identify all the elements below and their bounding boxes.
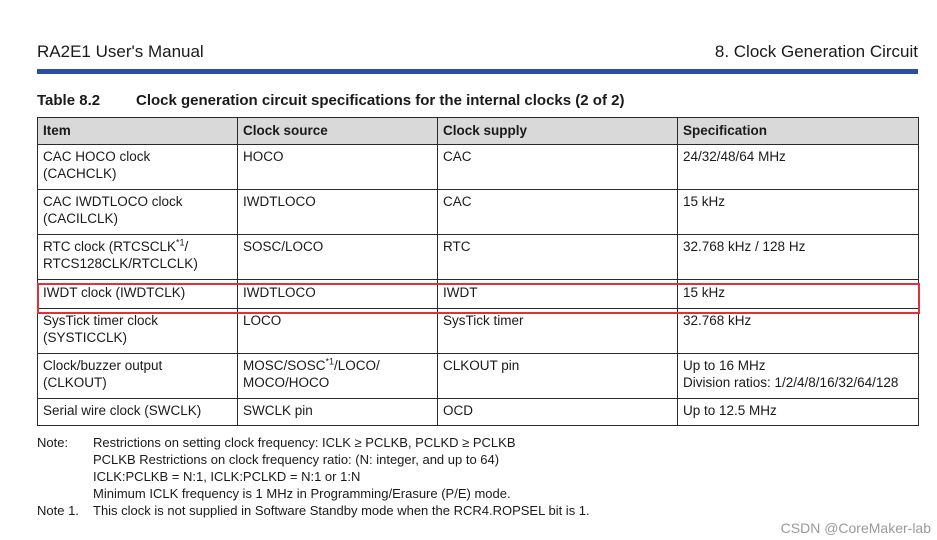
header-rule [37,69,918,74]
manual-title: RA2E1 User's Manual [37,42,204,61]
table-row [38,309,919,354]
cell-spec: Up to 12.5 MHz [678,399,919,426]
table-caption [37,92,624,109]
chapter-title: 8. Clock Generation Circuit [714,42,918,61]
cell-source: IWDTLOCO [238,190,438,235]
cell-spec: 15 kHz [678,190,919,235]
note1-label: Note 1. [37,503,79,518]
cell-source: SWCLK pin [238,399,438,426]
cell-item: SysTick timer clock (SYSTICCLK) [38,309,238,354]
cell-item: IWDT clock (IWDTCLK) [38,280,238,309]
table-number: Table 8.2 [37,92,101,109]
cell-source: MOSC/SOSC$^{*1}$/LOCO/ MOCO/HOCO [238,354,438,399]
cell-supply: IWDT [438,280,678,309]
note-line: Minimum ICLK frequency is 1 MHz in Programming/Erasure (P/E) mode. [93,486,511,501]
table-row-highlighted [38,280,919,309]
cell-item: Serial wire clock (SWCLK) [38,399,238,426]
note1-text: This clock is not supplied in Software Standby mode when the RCR4.ROPSEL bit is 1. [93,503,590,518]
note-line: PCLKB Restrictions on clock frequency ratio: (N: integer, and up to 64) [93,452,500,467]
cell-item: Clock/buzzer output (CLKOUT) [38,354,238,399]
table-row [38,235,919,280]
table-header-row [38,118,919,145]
col-header-spec: Specification [678,118,919,145]
cell-source: LOCO [238,309,438,354]
note-label: Note: [37,435,69,450]
cell-source: SOSC/LOCO [238,235,438,280]
cell-source: IWDTLOCO [238,280,438,309]
cell-item: RTC clock (RTCSCLK$^{*1}$/ RTCS128CLK/RTCLCLK) [38,235,238,280]
col-header-supply: Clock supply [438,118,678,145]
watermark: CSDN @CoreMaker-lab [780,520,931,536]
table-row [38,190,919,235]
note-line: ICLK:PCLKB = N:1, ICLK:PCLKD = N:1 or 1:N [93,469,361,484]
cell-source: HOCO [238,145,438,190]
cell-supply: CAC [438,190,678,235]
table-row [38,399,919,426]
cell-supply: SysTick timer [438,309,678,354]
cell-supply: CAC [438,145,678,190]
cell-item: CAC IWDTLOCO clock (CACILCLK) [38,190,238,235]
col-header-source: Clock source [238,118,438,145]
table-title: Clock generation circuit specifications for the internal clocks (2 of 2) [136,92,625,109]
cell-supply: OCD [438,399,678,426]
cell-item: CAC HOCO clock (CACHCLK) [38,145,238,190]
cell-supply: RTC [438,235,678,280]
footnote-ref: *1 [325,356,335,367]
table-row [38,354,919,399]
cell-spec: 24/32/48/64 MHz [678,145,919,190]
table-row [38,145,919,190]
cell-spec: 32.768 kHz / 128 Hz [678,235,919,280]
col-header-item: Item [38,118,238,145]
cell-spec: Up to 16 MHz Division ratios: 1/2/4/8/16/32/64/128 [678,354,919,399]
cell-spec: 15 kHz [678,280,919,309]
footnote-ref: *1 [176,237,185,248]
cell-supply: CLKOUT pin [438,354,678,399]
note-line: Restrictions on setting clock frequency: ICLK ≥ PCLKB, PCLKD ≥ PCLKB [93,435,516,450]
cell-spec: 32.768 kHz [678,309,919,354]
clock-spec-table [37,117,919,426]
table-notes [37,434,590,519]
